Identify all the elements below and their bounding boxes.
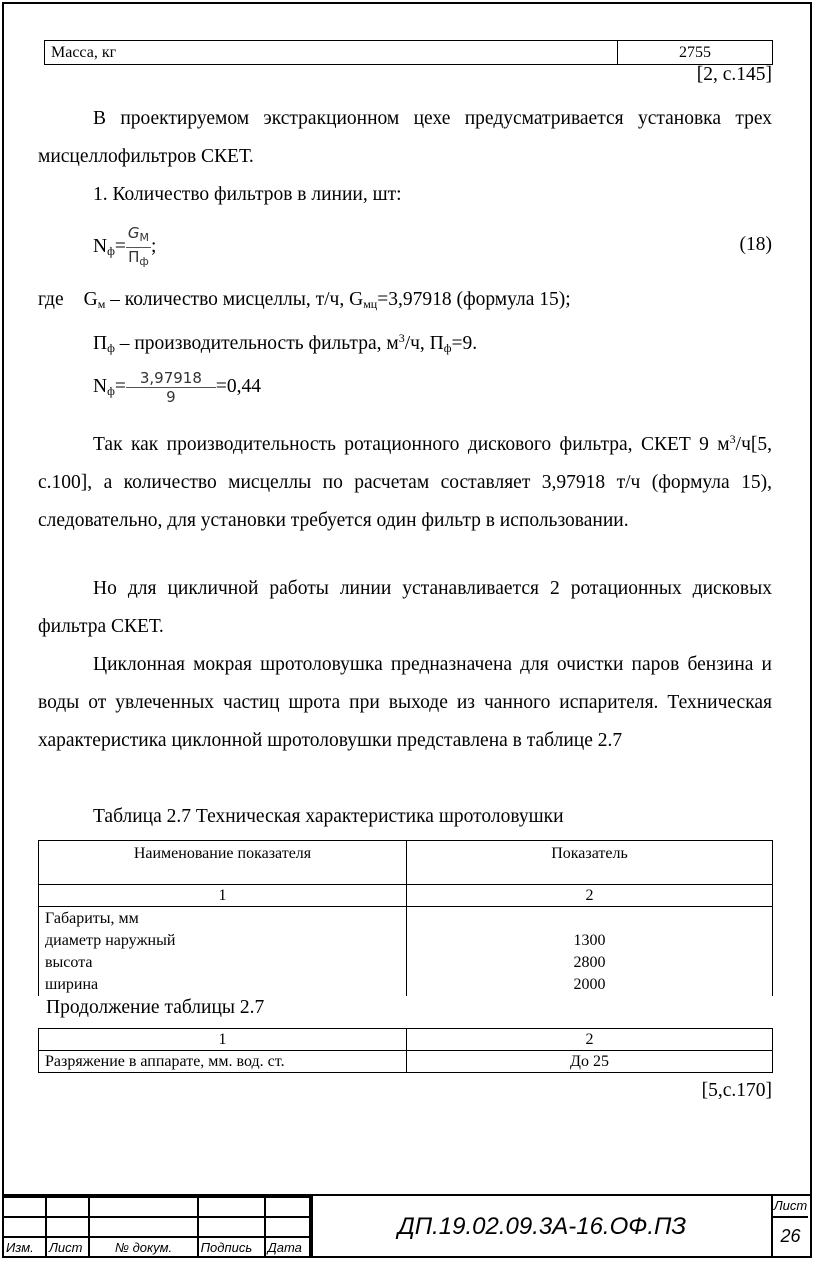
paragraph-4: Циклонная мокрая шротоловушка предназначена для очистки паров бензина и воды от увлеченных частиц шрота при выходе из чанного испарителя. Техническая характеристика циклонной шротоловушки представлена в таблице 2.7	[38, 654, 772, 751]
reference-2: [5,с.170]	[701, 1080, 772, 1101]
where-g-sub: м	[97, 297, 106, 311]
frac-den-sub: ф	[139, 255, 149, 268]
frac-num: G	[127, 224, 140, 242]
row-width: ширина	[45, 976, 99, 993]
frac-num-sub: М	[139, 231, 149, 244]
formula-lhs: N	[93, 235, 108, 257]
calc-fraction	[126, 369, 216, 406]
where-g: G	[83, 289, 98, 310]
where-line-2	[93, 319, 477, 367]
col-change: Изм.	[3, 1237, 46, 1257]
where2-text-2: /ч, П	[404, 333, 444, 354]
where2-sub-2: ф	[443, 341, 452, 355]
row-dimensions: Габариты, мм	[45, 910, 139, 927]
where2-text-3: =9.	[451, 333, 478, 354]
continuation-label: Продолжение таблицы 2.7	[46, 997, 265, 1018]
col-signature: Подпись	[198, 1237, 265, 1257]
paragraph-3: Но для цикличной работы линии устанавливается 2 ротационных дисковых фильтра СКЕТ.	[38, 578, 772, 637]
where-prefix: где	[38, 289, 64, 310]
col-doc-number: № докум.	[89, 1237, 197, 1257]
where-text-2: =3,97918 (формула 15);	[377, 289, 571, 310]
value-width: 2000	[573, 976, 606, 993]
value-dimensions	[413, 908, 766, 930]
header-value: Показатель	[407, 841, 773, 885]
row-vacuum: Разряжение в аппарате, мм. вод. ст.	[39, 1051, 407, 1073]
where2-text-1: – производительность фильтра, м	[114, 333, 399, 354]
cont-number-2: 2	[407, 1029, 773, 1051]
frac-den: П	[128, 248, 140, 266]
value-diameter: 1300	[573, 932, 606, 949]
paragraph-2	[38, 420, 772, 540]
reference-1: [2, с.145]	[696, 64, 772, 85]
document-code: ДП.19.02.09.3А-16.ОФ.ПЗ	[311, 1196, 771, 1258]
where-line-1	[38, 281, 571, 323]
para2-a: Так как производительность ротационного дискового фильтра, СКЕТ 9 м	[93, 434, 730, 455]
row-diameter: диаметр наружный	[45, 932, 176, 949]
calc-result: =0,44	[215, 376, 261, 397]
paragraph-1: В проектируемом экстракционном цехе предусматривается установка трех мисцеллофильтров СКЕТ.	[38, 108, 772, 167]
spec-table	[38, 840, 773, 996]
calc-den: 9	[166, 388, 176, 407]
calc-lhs-sub: ф	[107, 384, 115, 398]
spec-values	[407, 907, 773, 997]
calc-eq: =	[114, 376, 126, 397]
row-height: высота	[45, 954, 93, 971]
header-name: Наименование показателя	[39, 841, 407, 885]
continuation-table	[38, 1028, 773, 1073]
col-number-2: 2	[407, 885, 773, 907]
sheet-box	[771, 1196, 808, 1258]
where-sub-2: мц	[363, 297, 378, 311]
where-text-1: – количество мисцеллы, т/ч, G	[105, 289, 364, 310]
mass-label: Масса, кг	[45, 41, 618, 65]
spec-names	[39, 907, 407, 997]
col-number-1: 1	[39, 885, 407, 907]
mass-table	[44, 40, 773, 65]
formula-tail: ;	[151, 235, 157, 257]
para2-sup: 3	[729, 432, 736, 446]
calculation	[93, 368, 261, 410]
table-caption: Таблица 2.7 Техническая характеристика шротоловушки	[93, 806, 564, 827]
title-block	[2, 1194, 812, 1258]
formula-eq: =	[114, 235, 126, 257]
col-date: Дата	[265, 1237, 310, 1257]
sheet-number: 26	[780, 1226, 801, 1246]
where2-p: П	[93, 333, 108, 354]
where2-sup: 3	[398, 331, 405, 345]
revision-grid	[2, 1196, 311, 1258]
formula-number: (18)	[739, 234, 772, 255]
value-vacuum: До 25	[407, 1051, 773, 1073]
col-sheet: Лист	[46, 1237, 89, 1257]
calc-lhs: N	[93, 376, 108, 397]
formula-fraction	[126, 224, 151, 271]
item-1: 1. Количество фильтров в линии, шт:	[93, 184, 402, 205]
formula-18	[93, 224, 156, 271]
where2-p-sub: ф	[107, 341, 115, 355]
value-height: 2800	[573, 954, 606, 971]
formula-lhs-sub: ф	[107, 243, 115, 258]
para2-b: /ч[5, с.100], а количество мисцеллы по расчетам составляет 3,97918 т/ч (формула 15), следовательно, для установки требуется один фильтр в использовании.	[38, 434, 772, 531]
sheet-label: Лист	[773, 1196, 808, 1218]
calc-num: 3,97918	[126, 369, 216, 388]
mass-value: 2755	[618, 41, 773, 65]
cont-number-1: 1	[39, 1029, 407, 1051]
